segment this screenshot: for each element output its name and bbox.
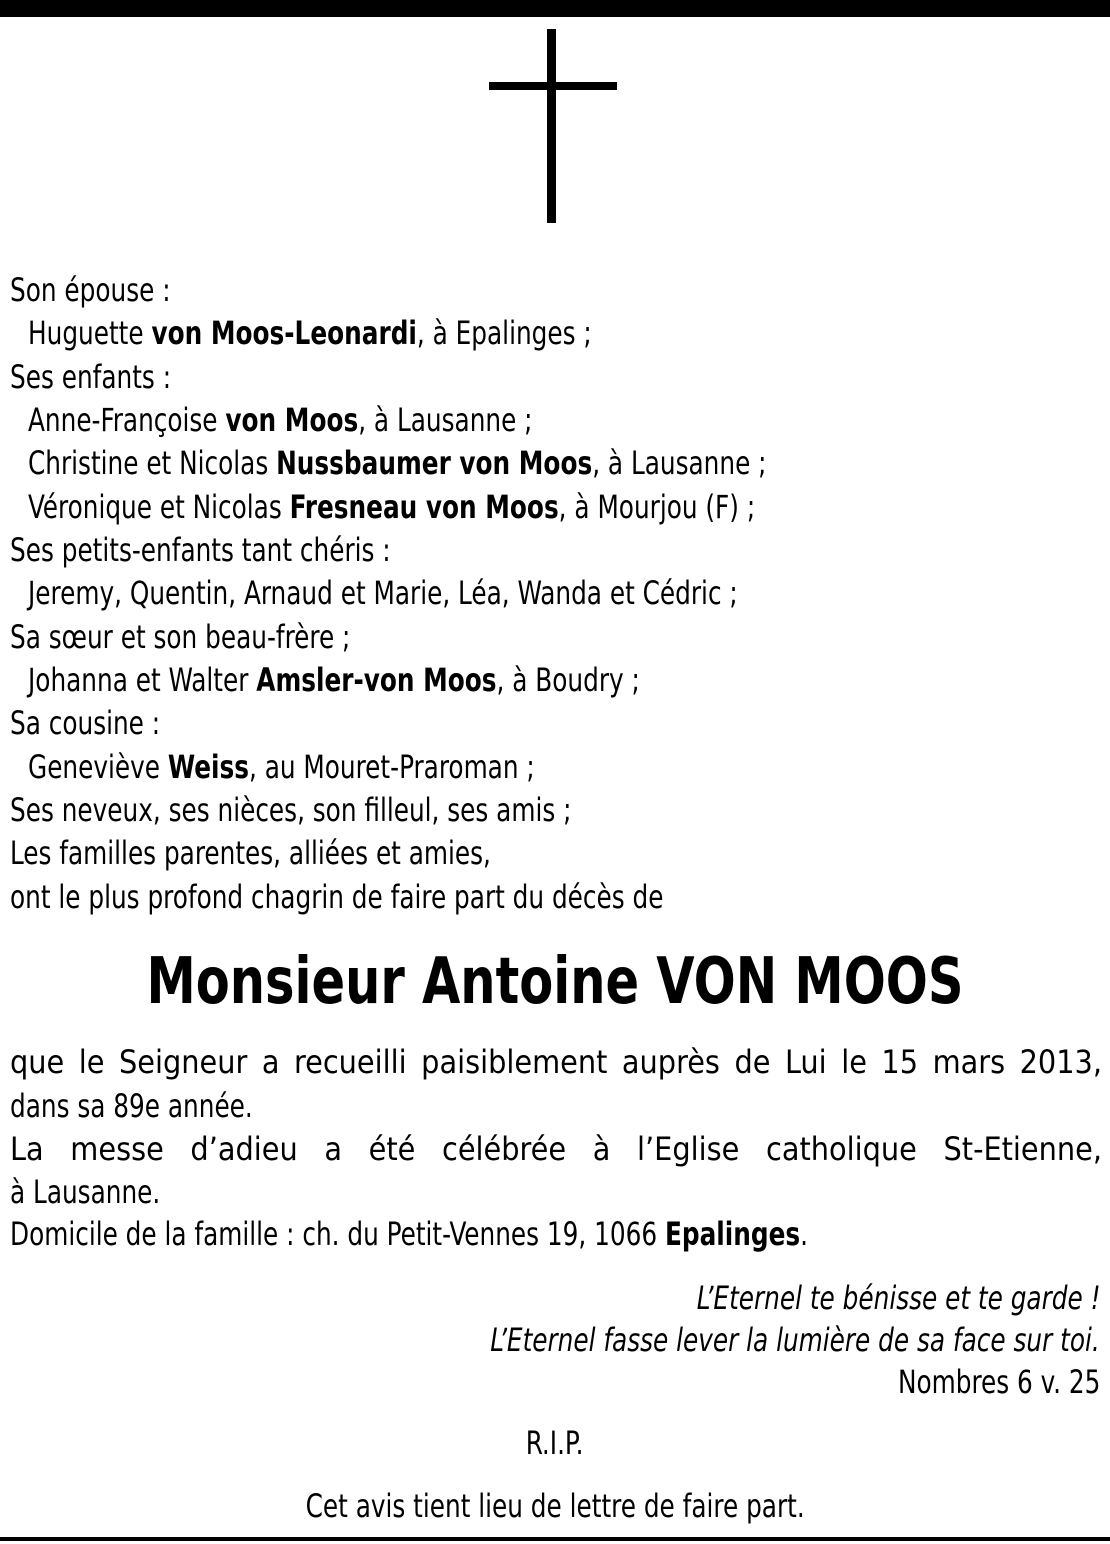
cousin-surname: Weiss bbox=[167, 748, 249, 786]
sister-label: Sa sœur et son beau-frère ; bbox=[10, 618, 351, 656]
child-line bbox=[28, 443, 767, 483]
child-surname: Nussbaumer von Moos bbox=[276, 444, 593, 482]
grandchildren-label: Ses petits-enfants tant chéris : bbox=[10, 531, 391, 569]
child-first: Véronique et Nicolas bbox=[28, 488, 290, 526]
cousin-first: Geneviève bbox=[28, 748, 168, 786]
child-line bbox=[28, 487, 755, 527]
child-line bbox=[28, 400, 533, 440]
spouse-label: Son épouse : bbox=[10, 271, 171, 309]
details-line-3: La messe d’adieu a été célébrée à l’Eglise catholique St-Etienne, bbox=[10, 1130, 1102, 1168]
child-surname: von Moos bbox=[225, 401, 359, 439]
children-label: Ses enfants : bbox=[10, 358, 172, 396]
grandchildren-names: Jeremy, Quentin, Arnaud et Marie, Léa, Wanda et Cédric ; bbox=[28, 574, 738, 612]
spouse-surname: von Moos-Leonardi bbox=[151, 314, 417, 352]
domicile-town: Epalinges bbox=[664, 1215, 801, 1253]
spouse-place: , à Epalinges ; bbox=[416, 314, 592, 352]
notice-text: Cet avis tient lieu de lettre de faire part. bbox=[305, 1487, 805, 1525]
child-first: Anne-Françoise bbox=[28, 401, 226, 439]
top-rule bbox=[0, 0, 1110, 17]
cousin-place: , au Mouret-Praroman ; bbox=[248, 748, 535, 786]
domicile-prefix: Domicile de la famille : ch. du Petit-Vennes 19, 1066 bbox=[10, 1215, 665, 1253]
bottom-rule bbox=[0, 1537, 1110, 1541]
domicile-line bbox=[10, 1214, 808, 1254]
cousin-label: Sa cousine : bbox=[10, 704, 161, 742]
sister-surname: Amsler-von Moos bbox=[256, 661, 497, 699]
sister-first: Johanna et Walter bbox=[28, 661, 257, 699]
announce-line: ont le plus profond chagrin de faire part du décès de bbox=[10, 878, 664, 916]
spouse-first: Huguette bbox=[28, 314, 152, 352]
cousin-line bbox=[28, 747, 535, 787]
sister-line bbox=[28, 660, 640, 700]
sister-place: , à Boudry ; bbox=[496, 661, 640, 699]
spouse-line bbox=[28, 313, 592, 353]
child-place: , à Lausanne ; bbox=[592, 444, 767, 482]
nephews-line: Ses neveux, ses nièces, son filleul, ses amis ; bbox=[10, 791, 572, 829]
child-place: , à Mourjou (F) ; bbox=[558, 488, 756, 526]
families-line: Les familles parentes, alliées et amies, bbox=[10, 834, 491, 872]
notice-line bbox=[0, 1486, 1110, 1526]
child-place: , à Lausanne ; bbox=[358, 401, 533, 439]
rip-text: R.I.P. bbox=[526, 1424, 584, 1462]
cross-icon bbox=[489, 29, 617, 223]
verse-line-1: L’Eternel te bénisse et te garde ! bbox=[696, 1279, 1100, 1317]
verse-reference: Nombres 6 v. 25 bbox=[897, 1363, 1100, 1401]
details-line-4: à Lausanne. bbox=[10, 1173, 161, 1211]
domicile-suffix: . bbox=[800, 1215, 809, 1253]
child-surname: Fresneau von Moos bbox=[289, 488, 559, 526]
details-line-1: que le Seigneur a recueilli paisiblement auprès de Lui le 15 mars 2013, bbox=[10, 1043, 1102, 1081]
child-first: Christine et Nicolas bbox=[28, 444, 277, 482]
details-line-2: dans sa 89e année. bbox=[10, 1087, 253, 1125]
rip-line bbox=[0, 1423, 1110, 1463]
verse-line-2: L’Eternel fasse lever la lumière de sa face sur toi. bbox=[490, 1321, 1100, 1359]
deceased-name: Monsieur Antoine VON MOOS bbox=[146, 945, 964, 1019]
